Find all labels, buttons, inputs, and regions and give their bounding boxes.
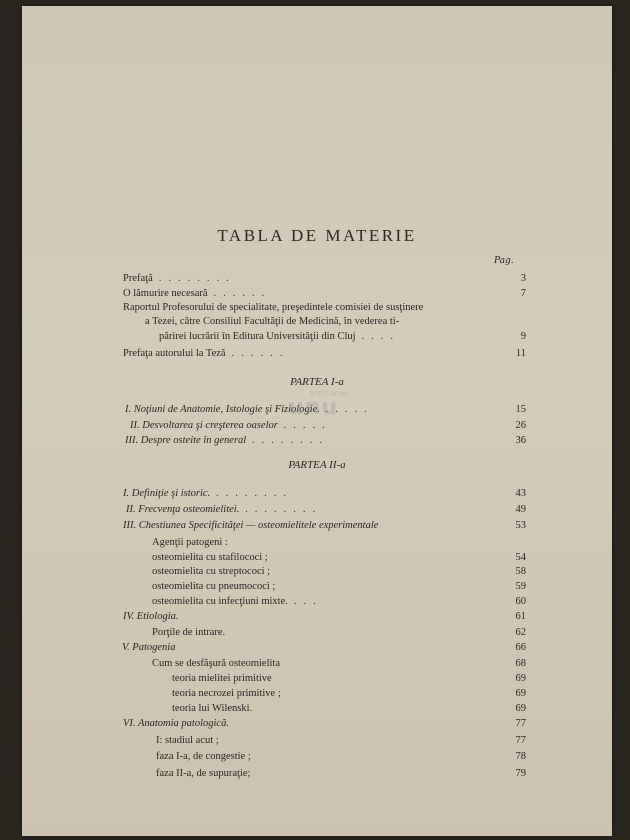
front-entry-label: Prefaţă ........ [123, 273, 236, 284]
part1-entry-label: III. Despre osteite în general ........ [125, 435, 330, 446]
part2-entry-label: teoria mielitei primitive [172, 673, 272, 684]
part2-entry-label: VI. Anatomia patologică. [123, 718, 229, 729]
leader-dots: ... [293, 596, 323, 607]
part1-entry-page: 36 [515, 435, 526, 446]
part2-entry-label: osteomielita cu stafilococi ; [152, 552, 268, 563]
part1-entry-label: I. Noţiuni de Anatomie, Istologie şi Fiziologie. ..... [125, 404, 375, 415]
part2-entry-label: II. Frecvenţa osteomielitei. ........ [126, 504, 323, 515]
leader-dots: ..... [283, 420, 332, 431]
part2-entry-label: Porţile de intrare. [152, 627, 226, 638]
part2-entry-label: osteomielita cu streptococi ; [152, 566, 271, 577]
part2-entry-page: 68 [515, 658, 526, 669]
leader-dots: .... [361, 331, 401, 342]
front-entry-page: 9 [520, 331, 526, 342]
part2-entry-label: faza I-a, de congestie ; [156, 751, 251, 762]
part2-entry-label: Cum se desfăşură osteomielita [152, 658, 281, 669]
front-entry-label: părirei lucrării în Editura Universităţii din Cluj .... [159, 331, 401, 342]
part1-entry-page: 15 [515, 404, 526, 415]
part2-entry-label: V. Patogenia [122, 642, 176, 653]
watermark-small-text: anticariat [310, 389, 349, 398]
pag-column-header: Pag. [494, 256, 514, 266]
front-entry-label: Raportul Profesorului de specialitate, preşedintele comisiei de susţinere [123, 302, 424, 313]
leader-dots: ........ [252, 435, 330, 446]
part2-entry-page: 49 [515, 504, 526, 515]
part2-entry-page: 53 [515, 520, 526, 531]
part2-entry-label: IV. Etiologia. [123, 611, 179, 622]
front-entry-page: 3 [520, 273, 526, 284]
part2-entry-label: osteomielita cu infecţiuni mixte. ... [152, 596, 323, 607]
part2-entry-page: 60 [515, 596, 526, 607]
part2-entry-label: faza II-a, de supuraţie; [156, 768, 251, 779]
part2-head: PARTEA II-a [288, 459, 346, 471]
part2-entry-page: 66 [515, 642, 526, 653]
front-entry-page: 7 [520, 288, 526, 299]
part2-entry-page: 69 [515, 703, 526, 714]
part2-entry-page: 78 [515, 751, 526, 762]
leader-dots: ...... [231, 348, 290, 359]
part2-entry-label: osteomielita cu pneumococi ; [152, 581, 276, 592]
front-entry-label: Prefaţa autorului la Teză ...... [123, 348, 290, 359]
leader-dots: ........ [216, 488, 294, 499]
part1-head: PARTEA I-a [290, 376, 344, 388]
leader-dots: ...... [213, 288, 272, 299]
part2-entry-label: III. Chestiunea Specificităţei — osteomielitele experimentale [123, 520, 379, 531]
part2-entry-page: 58 [515, 566, 526, 577]
part2-entry-page: 59 [515, 581, 526, 592]
part2-entry-label: teoria necrozei primitive ; [172, 688, 281, 699]
part2-entry-page: 69 [515, 673, 526, 684]
leader-dots: ........ [245, 504, 323, 515]
leader-dots: ........ [158, 273, 236, 284]
part2-entry-label: teoria lui Wilenski. [172, 703, 253, 714]
leader-dots: ..... [325, 404, 375, 415]
page-title: TABLA DE MATERIE [217, 226, 417, 245]
part2-entry-label: Agenţii patogeni : [152, 537, 228, 548]
part2-entry-page: 79 [515, 768, 526, 779]
book-page [22, 6, 612, 836]
front-entry-label: O lămurire necesară ...... [123, 288, 272, 299]
part2-entry-page: 77 [515, 735, 526, 746]
part2-entry-page: 62 [515, 627, 526, 638]
part2-entry-page: 54 [515, 552, 526, 563]
watermark-logo [250, 389, 420, 425]
front-entry-label: a Tezei, către Consiliul Facultăţii de Medicină, în vederea ti- [145, 316, 400, 327]
part2-entry-page: 77 [515, 718, 526, 729]
front-entry-page: 11 [515, 348, 526, 359]
part2-entry-page: 69 [515, 688, 526, 699]
watermark-big-text: unu [288, 395, 338, 420]
part1-entry-page: 26 [515, 420, 526, 431]
part2-entry-page: 43 [515, 488, 526, 499]
part1-entry-label: II. Desvoltarea şi creşterea oaselor ..... [130, 420, 332, 431]
part2-entry-label: I. Definiţie şi istoric. ........ [123, 488, 294, 499]
part2-entry-label: I: stadiul acut ; [156, 735, 219, 746]
part2-entry-page: 61 [515, 611, 526, 622]
